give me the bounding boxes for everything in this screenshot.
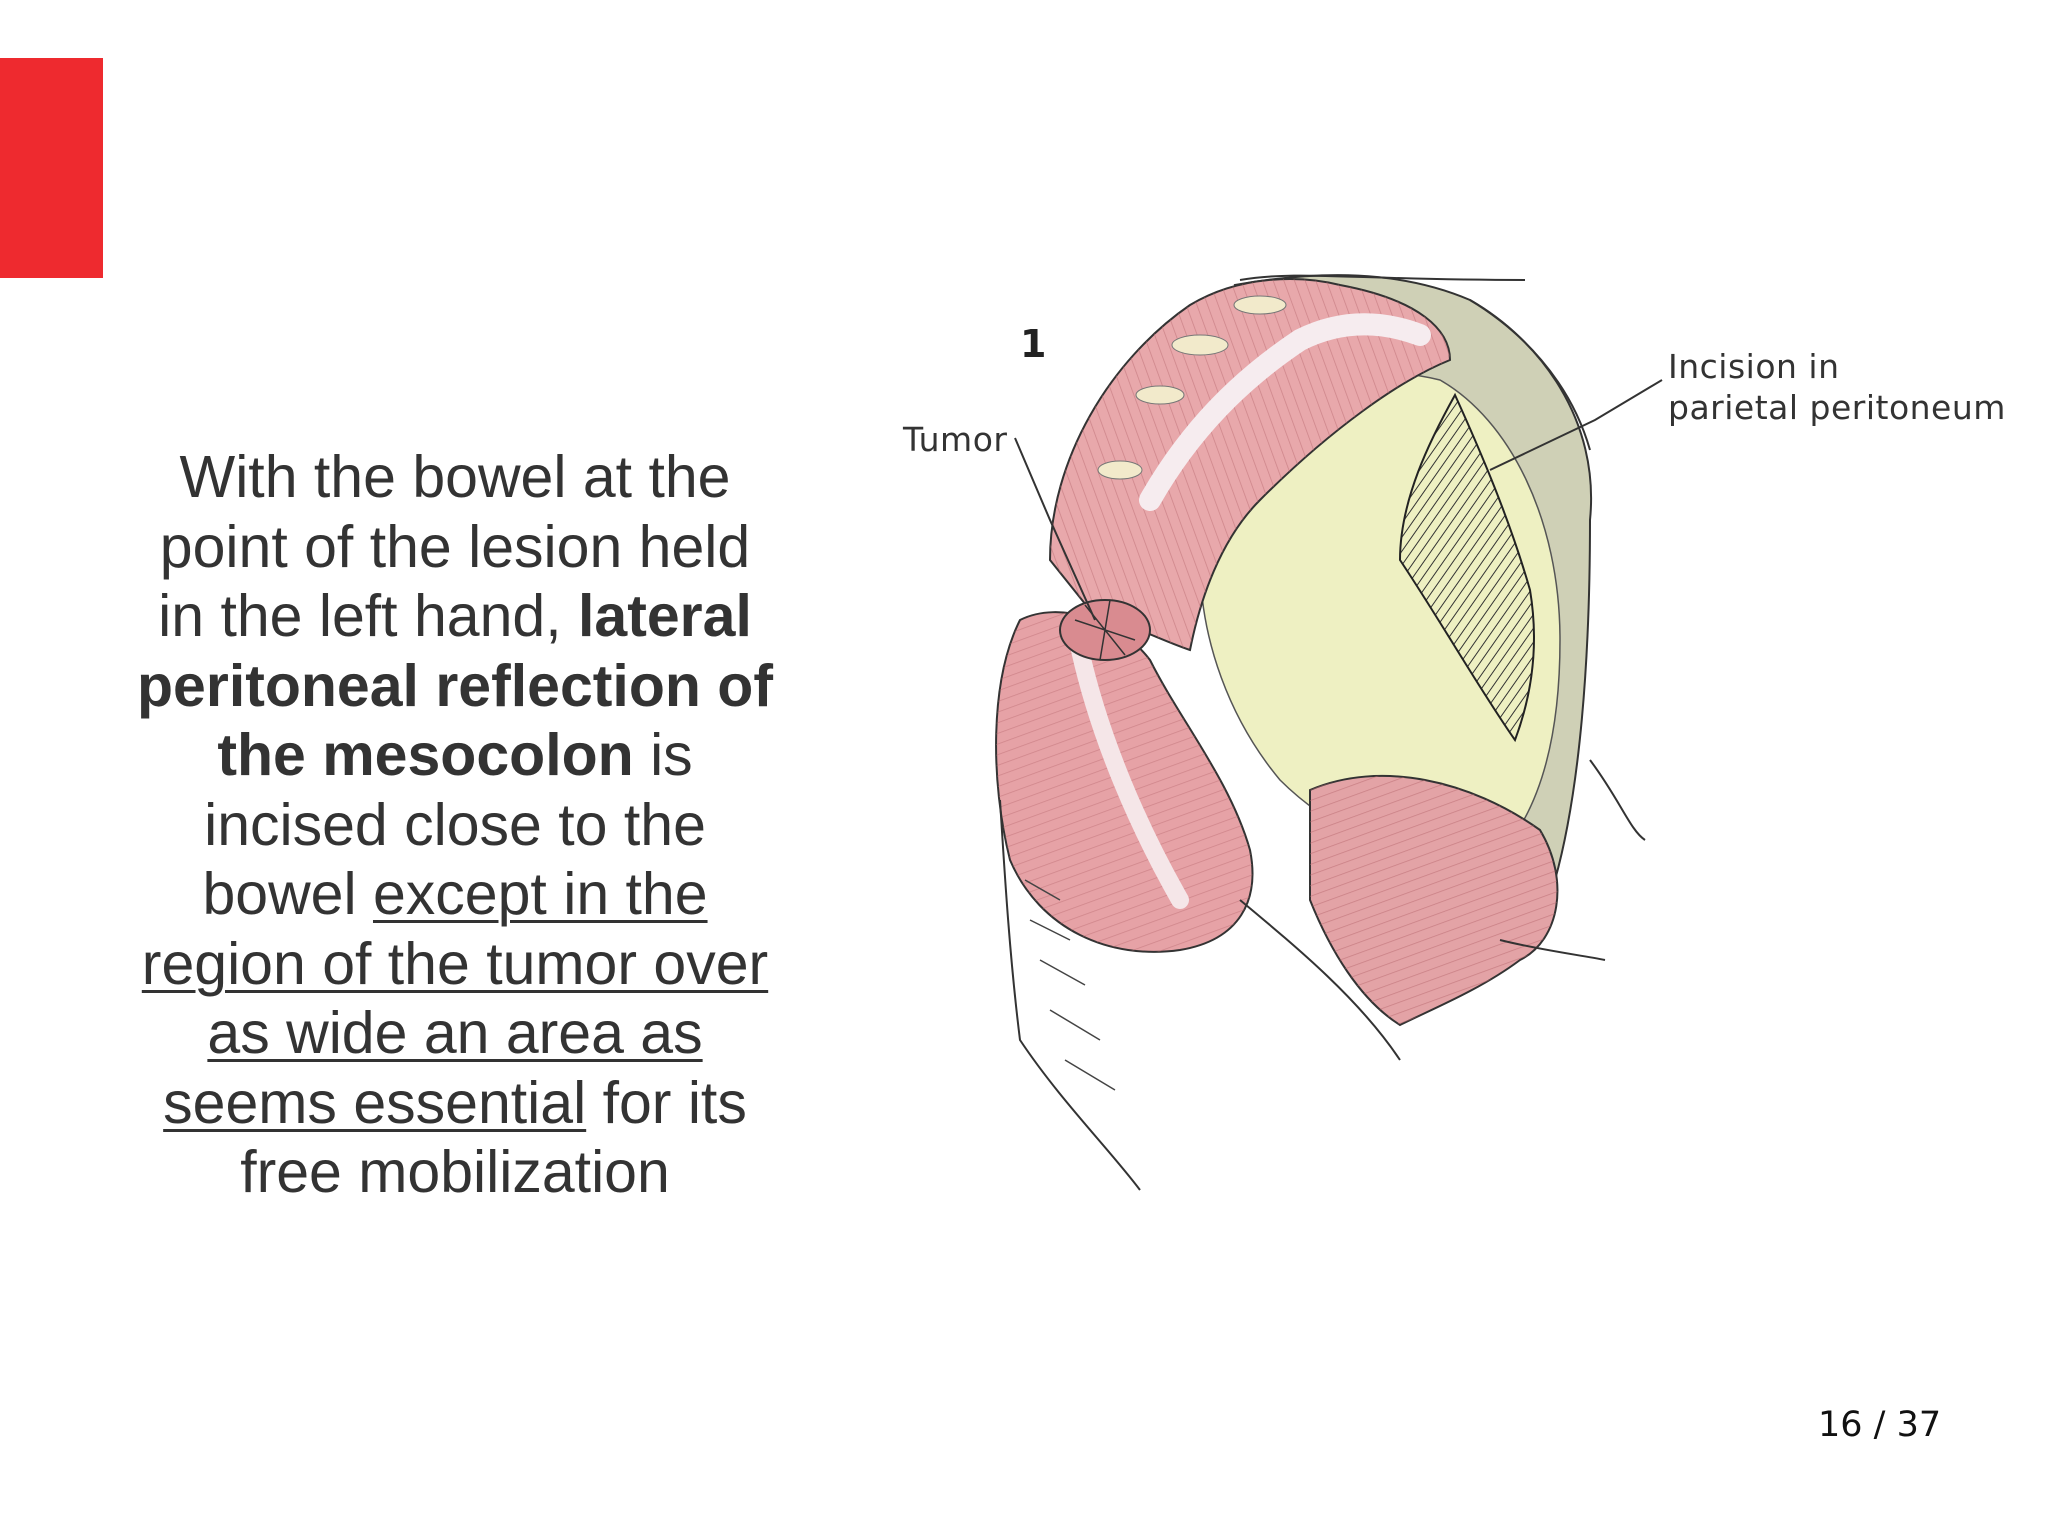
slide-body-text — [130, 443, 780, 1208]
incision-label-line2: parietal peritoneum — [1668, 388, 2006, 427]
body-text-run: With the bowel at the point of the lesion held in the left hand, — [158, 444, 751, 649]
body-text-run-bold: lateral peritoneal reflection of the mesocolon — [137, 583, 773, 788]
body-text-run: is incised close to the bowel — [202, 722, 706, 927]
accent-bar — [0, 58, 103, 278]
page-counter: 16 / 37 — [1818, 1405, 1942, 1445]
tumor-label: Tumor — [903, 420, 1008, 459]
figure-number: 1 — [1020, 322, 1047, 366]
body-text-run: for its free mobilization — [240, 1069, 747, 1205]
body-text-run-underline: except in the region of the tumor over as wide an area as seems essential — [141, 861, 769, 1136]
incision-label-line1: Incision in — [1668, 347, 1840, 386]
